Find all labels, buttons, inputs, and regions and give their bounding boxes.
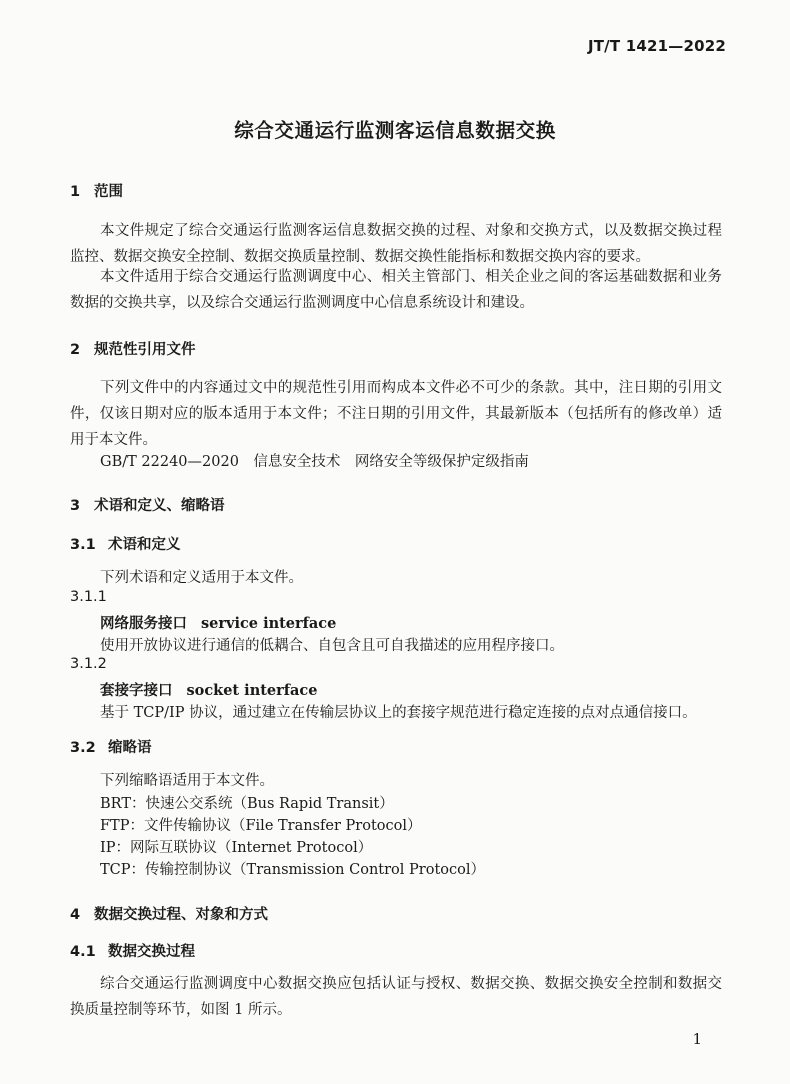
section-4-1-heading (70, 940, 195, 961)
section-2-heading (70, 338, 196, 359)
term-chinese: 套接字接口 (100, 683, 173, 699)
page-number: 1 (692, 1030, 702, 1048)
section-title: 数据交换过程 (108, 944, 195, 960)
abbreviation-item: FTP：文件传输协议（File Transfer Protocol） (100, 818, 422, 834)
section-number: 2 (70, 342, 81, 358)
section-4-1-paragraph-1: 综合交通运行监测调度中心数据交换应包括认证与授权、数据交换、数据交换安全控制和数据交换质量控制等环节，如图 1 所示。 (70, 976, 722, 1018)
standard-code: JT/T 1421—2022 (587, 37, 726, 55)
section-3-2-heading (70, 736, 152, 757)
term-definition: 使用开放协议进行通信的低耦合、自包含且可自我描述的应用程序接口。 (100, 638, 564, 654)
document-title: 综合交通运行监测客运信息数据交换 (234, 119, 556, 142)
section-number: 3.2 (70, 740, 96, 756)
abbreviations-intro: 下列缩略语适用于本文件。 (100, 773, 274, 789)
section-4-heading (70, 903, 268, 924)
section-2-paragraph-1: 下列文件中的内容通过文中的规范性引用而构成本文件必不可少的条款。其中，注日期的引用文件，仅该日期对应的版本适用于本文件；不注日期的引用文件，其最新版本（包括所有的修改单）适用于本文件。 (70, 380, 722, 448)
section-number: 1 (70, 184, 81, 200)
terms-intro: 下列术语和定义适用于本文件。 (100, 570, 303, 586)
section-number: 4 (70, 907, 81, 923)
section-3-1-heading (70, 533, 181, 554)
term-definition: 基于 TCP/IP 协议，通过建立在传输层协议上的套接字规范进行稳定连接的点对点通信接口。 (100, 705, 697, 721)
section-1-heading (70, 180, 123, 201)
section-1-paragraph-2: 本文件适用于综合交通运行监测调度中心、相关主管部门、相关企业之间的客运基础数据和业务数据的交换共享，以及综合交通运行监测调度中心信息系统设计和建设。 (70, 269, 722, 311)
term-heading (100, 679, 317, 700)
term-number: 3.1.1 (70, 589, 107, 605)
section-title: 缩略语 (108, 740, 152, 756)
section-1-paragraph-1: 本文件规定了综合交通运行监测客运信息数据交换的过程、对象和交换方式，以及数据交换过程监控、数据交换安全控制、数据交换质量控制、数据交换性能指标和数据交换内容的要求。 (70, 223, 722, 265)
section-number: 4.1 (70, 944, 96, 960)
abbreviation-item: TCP：传输控制协议（Transmission Control Protocol） (100, 862, 485, 878)
section-3-heading (70, 494, 225, 515)
section-number: 3 (70, 498, 81, 514)
section-title: 术语和定义、缩略语 (94, 498, 225, 514)
section-title: 范围 (94, 184, 123, 200)
abbreviation-item: IP：网际互联协议（Internet Protocol） (100, 840, 373, 856)
section-title: 术语和定义 (108, 537, 181, 553)
section-title: 规范性引用文件 (94, 342, 196, 358)
abbreviation-item: BRT：快速公交系统（Bus Rapid Transit） (100, 796, 394, 812)
term-heading (100, 612, 336, 633)
normative-reference: GB/T 22240—2020 信息安全技术 网络安全等级保护定级指南 (100, 454, 529, 470)
section-title: 数据交换过程、对象和方式 (94, 907, 268, 923)
term-english: service interface (201, 615, 337, 632)
term-chinese: 网络服务接口 (100, 616, 187, 632)
term-english: socket interface (186, 682, 318, 699)
section-number: 3.1 (70, 537, 96, 553)
term-number: 3.1.2 (70, 656, 107, 672)
